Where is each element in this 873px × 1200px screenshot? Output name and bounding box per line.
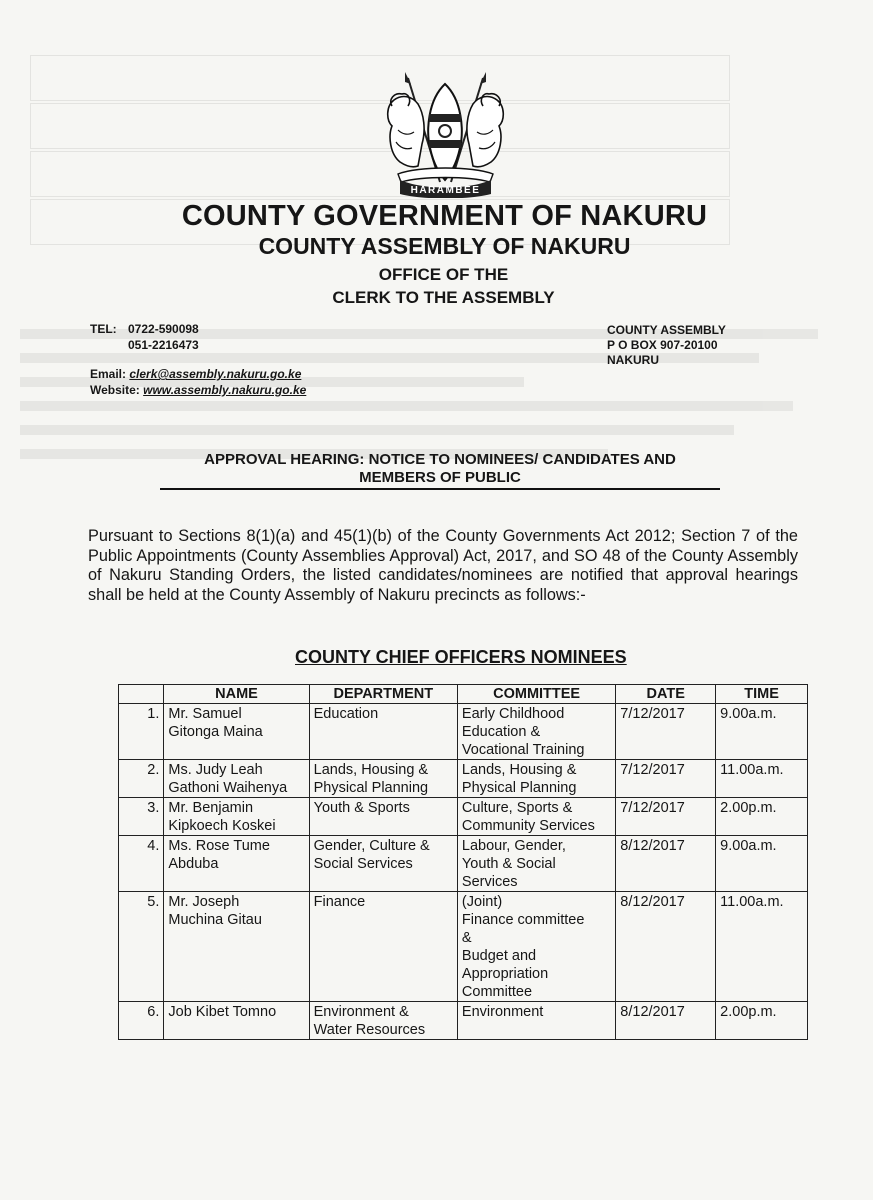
tel-label: TEL: (90, 322, 117, 336)
tel-number-1: 0722-590098 (128, 322, 199, 336)
row-number: 1. (119, 704, 164, 760)
row-number: 6. (119, 1002, 164, 1040)
notice-heading-line-2: MEMBERS OF PUBLIC (359, 469, 521, 486)
date-cell: 8/12/2017 (616, 892, 716, 1002)
table-row (119, 798, 808, 836)
website-link[interactable]: www.assembly.nakuru.go.ke (143, 383, 307, 397)
nominee-name (164, 836, 309, 892)
name-line: Ms. Rose Tume (168, 838, 270, 854)
committee-cell (457, 1002, 615, 1040)
department-line: Youth & Sports (313, 800, 410, 816)
committee-line: Appropriation (461, 966, 549, 982)
email-label: Email: (90, 367, 127, 381)
office-title: OFFICE OF THE (378, 265, 509, 284)
name-line: Mr. Samuel (168, 706, 242, 722)
row-number: 2. (119, 760, 164, 798)
committee-cell (457, 760, 615, 798)
department-cell (309, 892, 457, 1002)
committee-line: & (461, 930, 472, 946)
time-cell: 9.00a.m. (716, 836, 808, 892)
department-line: Environment & (313, 1004, 409, 1020)
header-name: NAME (164, 685, 309, 704)
committee-line: Early Childhood (461, 706, 565, 722)
date-cell: 7/12/2017 (616, 798, 716, 836)
department-cell (309, 1002, 457, 1040)
tel-number-2: 051-2216473 (128, 338, 199, 352)
committee-line: Budget and (461, 948, 537, 964)
section-title: COUNTY CHIEF OFFICERS NOMINEES (295, 647, 627, 667)
header-date: DATE (616, 685, 716, 704)
committee-line: Environment (461, 1004, 544, 1020)
notice-paragraph: Pursuant to Sections 8(1)(a) and 45(1)(b) of the County Governments Act 2012; Section 7 of the Public Appointments (County Assemblies Approval) Act, 2017, and SO 48 of the County Assembly of Nakuru Standing Orders, the listed candidates/nominees are notified that approval hearings shall be held at the County Assembly of Nakuru precincts as follows:- (88, 527, 798, 604)
department-cell (309, 836, 457, 892)
committee-cell (457, 892, 615, 1002)
committee-line: Labour, Gender, (461, 838, 566, 854)
name-line: Mr. Benjamin (168, 800, 254, 816)
name-line: Muchina Gitau (168, 912, 262, 928)
coat-of-arms-emblem (378, 70, 513, 198)
name-line: Kipkoech Koskei (168, 818, 276, 834)
committee-line: Committee (461, 984, 533, 1000)
row-number: 4. (119, 836, 164, 892)
postal-address (607, 323, 726, 368)
department-line: Education (313, 706, 379, 722)
committee-line: Culture, Sports & (461, 800, 573, 816)
row-number: 3. (119, 798, 164, 836)
address-line-1: COUNTY ASSEMBLY (607, 323, 726, 337)
department-line: Finance (313, 894, 366, 910)
org-title: COUNTY GOVERNMENT OF NAKURU (181, 200, 708, 232)
committee-cell (457, 704, 615, 760)
department-line: Social Services (313, 856, 413, 872)
committee-line: Lands, Housing & (461, 762, 577, 778)
name-line: Abduba (168, 856, 219, 872)
table-row (119, 1002, 808, 1040)
notice-heading-line-1: APPROVAL HEARING: NOTICE TO NOMINEES/ CANDIDATES AND (204, 451, 676, 468)
nominee-name (164, 704, 309, 760)
name-line: Job Kibet Tomno (168, 1004, 277, 1020)
department-line: Physical Planning (313, 780, 429, 796)
time-cell: 11.00a.m. (716, 760, 808, 798)
committee-line: Education & (461, 724, 541, 740)
department-cell (309, 704, 457, 760)
row-number: 5. (119, 892, 164, 1002)
header-department: DEPARTMENT (309, 685, 457, 704)
name-line: Ms. Judy Leah (168, 762, 263, 778)
website-label: Website: (90, 383, 140, 397)
committee-line: Finance committee (461, 912, 585, 928)
committee-line: Services (461, 874, 518, 890)
header-committee: COMMITTEE (457, 685, 615, 704)
committee-line: Physical Planning (461, 780, 577, 796)
time-cell: 2.00p.m. (716, 798, 808, 836)
committee-line: Vocational Training (461, 742, 585, 758)
name-line: Gathoni Waihenya (168, 780, 288, 796)
header-time: TIME (716, 685, 808, 704)
date-cell: 7/12/2017 (616, 760, 716, 798)
date-cell: 8/12/2017 (616, 836, 716, 892)
committee-line: (Joint) (461, 894, 503, 910)
table-row (119, 892, 808, 1002)
nominees-table (118, 684, 808, 1040)
department-line: Lands, Housing & (313, 762, 429, 778)
name-line: Gitonga Maina (168, 724, 263, 740)
date-cell: 7/12/2017 (616, 704, 716, 760)
address-line-2: P O BOX 907-20100 (607, 338, 718, 352)
committee-line: Community Services (461, 818, 595, 834)
table-row (119, 836, 808, 892)
assembly-title: COUNTY ASSEMBLY OF NAKURU (258, 233, 631, 259)
motto-text: HARAMBEE (410, 185, 481, 196)
nominee-name (164, 1002, 309, 1040)
header-number (119, 685, 164, 704)
nominee-name (164, 760, 309, 798)
table-header-row (119, 685, 808, 704)
contact-details (90, 321, 306, 398)
table-row (119, 760, 808, 798)
department-cell (309, 798, 457, 836)
time-cell: 2.00p.m. (716, 1002, 808, 1040)
table-row (119, 704, 808, 760)
committee-line: Youth & Social (461, 856, 556, 872)
time-cell: 9.00a.m. (716, 704, 808, 760)
nominee-name (164, 798, 309, 836)
email-link[interactable]: clerk@assembly.nakuru.go.ke (129, 367, 302, 381)
department-line: Water Resources (313, 1022, 426, 1038)
address-line-3: NAKURU (607, 353, 659, 367)
department-line: Gender, Culture & (313, 838, 430, 854)
date-cell: 8/12/2017 (616, 1002, 716, 1040)
notice-underline (160, 488, 720, 490)
committee-cell (457, 836, 615, 892)
committee-cell (457, 798, 615, 836)
nominee-name (164, 892, 309, 1002)
notice-heading (160, 451, 720, 487)
time-cell: 11.00a.m. (716, 892, 808, 1002)
clerk-title: CLERK TO THE ASSEMBLY (332, 288, 555, 307)
department-cell (309, 760, 457, 798)
name-line: Mr. Joseph (168, 894, 240, 910)
